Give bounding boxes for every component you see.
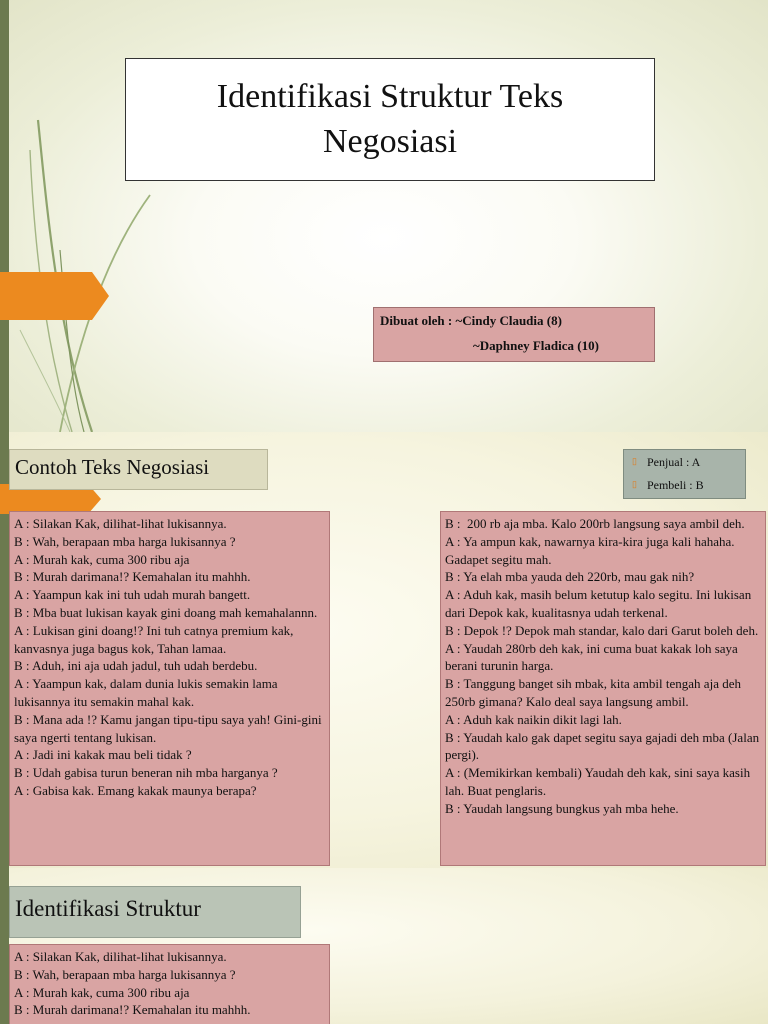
dialogue-line: A : Murah kak, cuma 300 ribu aja (14, 984, 190, 1000)
orange-arrow-shape (0, 272, 110, 322)
dialogue-box-left (9, 511, 330, 866)
dialogue-line: B : Mba buat lukisan kayak gini doang mah kemahalannn. (14, 604, 318, 620)
dialogue-line: B : Wah, berapaan mba harga lukisannya ? (14, 966, 236, 982)
section-title-box (9, 449, 268, 490)
dialogue-line: B : Tanggung banget sih mbak, kita ambil tengah aja deh 250rb gimana? Kalo deal saya langsung ambil. (445, 676, 745, 709)
dialogue-line: B : Udah gabisa turun beneran nih mba harganya ? (14, 765, 278, 781)
slide-title-line1: Identifikasi Struktur Teks (216, 78, 564, 116)
dialogue-line: B : Depok !? Depok mah standar, kalo dari Garut boleh deh. (445, 622, 759, 638)
example-text-slide (0, 432, 768, 868)
legend-item-buyer: ▯ Pembeli : B (632, 478, 704, 492)
dialogue-box-right (440, 511, 766, 866)
section-title-box (9, 886, 301, 938)
dialogue-line: A : Murah kak, cuma 300 ribu aja (14, 551, 190, 567)
dialogue-line: B : Yaudah kalo gak dapet segitu saya gajadi deh mba (Jalan pergi). (445, 729, 763, 763)
dialogue-line: A : (Memikirkan kembali) Yaudah deh kak, sini saya kasih lah. Buat penglaris. (445, 765, 754, 798)
dialogue-line: B : Aduh, ini aja udah jadul, tuh udah berdebu. (14, 658, 258, 674)
dialogue-line: A : Ya ampun kak, nawarnya kira-kira juga kali hahaha. Gadapet segitu mah. (445, 533, 738, 567)
dialogue-line: B : Murah darimana!? Kemahalan itu mahhh. (14, 569, 251, 585)
slide-title-box (125, 58, 655, 181)
dialogue-line: A : Aduh kak naikin dikit lagi lah. (445, 711, 622, 727)
author-line2: ~Daphney Fladica (10) (473, 338, 599, 353)
bullet-icon: ▯ (632, 456, 637, 466)
dialogue-line: B : 200 rb aja mba. Kalo 200rb langsung saya ambil deh. (445, 516, 745, 531)
author-line1: Dibuat oleh : ~Cindy Claudia (8) (380, 313, 562, 328)
dialogue-box-structure (9, 944, 330, 1024)
slide-side-bar (0, 868, 9, 1024)
slide-title-line2: Negosiasi (322, 122, 458, 160)
dialogue-line: A : Silakan Kak, dilihat-lihat lukisannya. (14, 949, 227, 964)
title-slide (0, 0, 768, 432)
dialogue-line: A : Yaampun kak ini tuh udah murah bangett. (14, 587, 251, 603)
dialogue-line: B : Wah, berapaan mba harga lukisannya ? (14, 533, 236, 549)
dialogue-line: A : Jadi ini kakak mau beli tidak ? (14, 747, 192, 763)
bullet-icon: ▯ (632, 479, 637, 489)
section-title: Contoh Teks Negosiasi (15, 455, 210, 479)
dialogue-line: A : Yaudah 280rb deh kak, ini cuma buat kakak loh saya berani turunin harga. (445, 640, 742, 674)
section-title: Identifikasi Struktur (15, 896, 201, 921)
dialogue-line: A : Gabisa kak. Emang kakak maunya berapa? (14, 782, 257, 798)
dialogue-line: A : Lukisan gini doang!? Ini tuh catnya premium kak, kanvasnya juga bagus kok, Tahan lamaa. (14, 622, 297, 656)
dialogue-line: A : Aduh kak, masih belum ketutup kalo segitu. Ini lukisan dari Depok kak, kualitasnya udah terkenal. (445, 587, 755, 620)
author-box (373, 307, 655, 362)
dialogue-line: A : Yaampun kak, dalam dunia lukis semakin lama lukisannya itu semakin mahal kak. (14, 676, 281, 709)
dialogue-line: B : Mana ada !? Kamu jangan tipu-tipu saya yah! Gini-gini saya ngerti tentang lukisan. (14, 711, 325, 745)
legend-item-seller: ▯ Penjual : A (632, 455, 701, 469)
dialogue-line: B : Yaudah langsung bungkus yah mba hehe. (445, 800, 679, 816)
dialogue-line: B : Ya elah mba yauda deh 220rb, mau gak nih? (445, 569, 695, 585)
speaker-legend (623, 449, 746, 499)
dialogue-line: A : Silakan Kak, dilihat-lihat lukisannya. (14, 516, 227, 531)
structure-identification-slide (0, 868, 768, 1024)
dialogue-line: B : Murah darimana!? Kemahalan itu mahhh. (14, 1002, 251, 1018)
